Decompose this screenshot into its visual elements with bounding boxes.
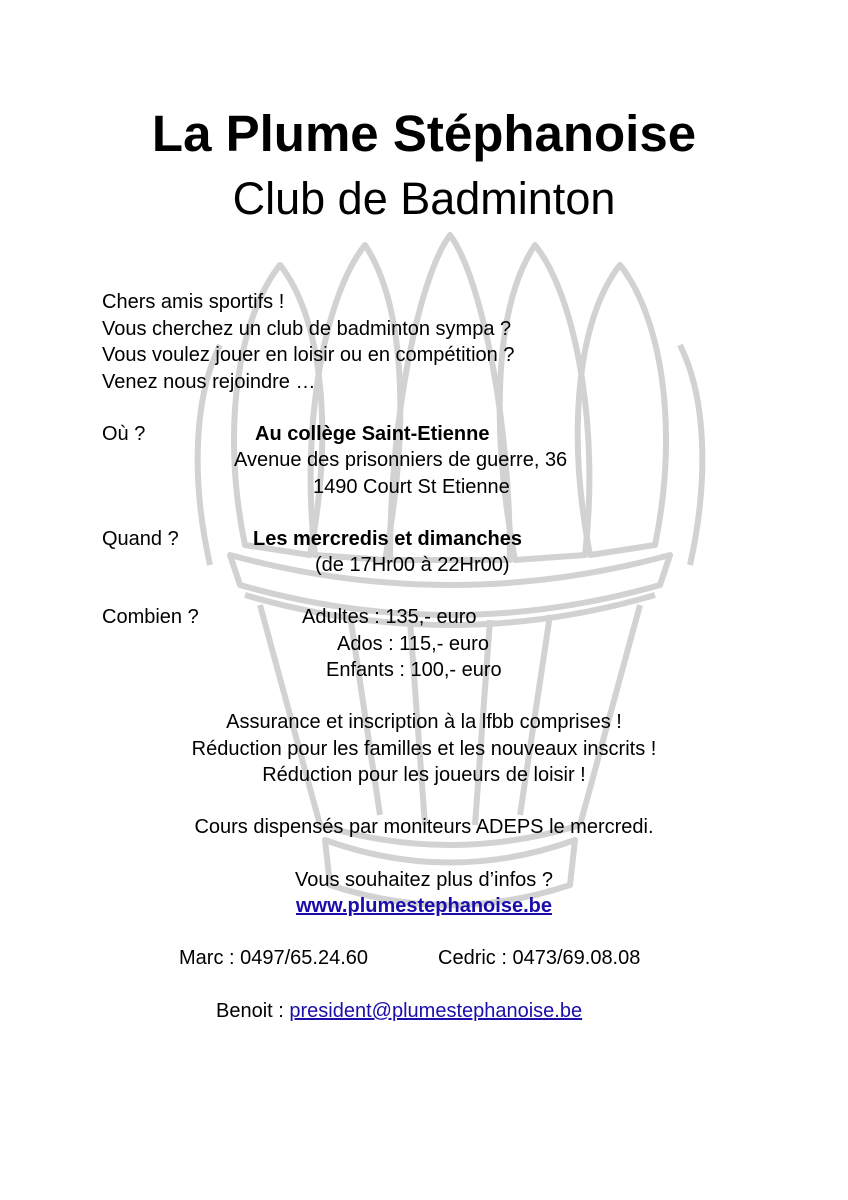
contact-benoit-label: Benoit :	[216, 1000, 290, 1022]
price-label: Combien ?	[102, 606, 199, 628]
email-link[interactable]: president@plumestephanoise.be	[289, 1000, 583, 1022]
contact-cedric: Cedric : 0473/69.08.08	[438, 947, 641, 969]
when-days: Les mercredis et dimanches	[253, 528, 523, 550]
intro-line: Vous cherchez un club de badminton sympa ?	[102, 318, 512, 340]
when-label: Quand ?	[102, 528, 179, 550]
courses-text: Cours dispensés par moniteurs ADEPS le mercredi.	[194, 816, 654, 838]
where-street: Avenue des prisonniers de guerre, 36	[234, 449, 568, 471]
page-subtitle: Club de Badminton	[232, 173, 616, 224]
website-link[interactable]: www.plumestephanoise.be	[296, 895, 552, 917]
note-line: Assurance et inscription à la lfbb comprises !	[226, 711, 622, 733]
price-teens: Ados : 115,- euro	[337, 633, 489, 655]
page-title: La Plume Stéphanoise	[151, 105, 697, 162]
note-line: Réduction pour les joueurs de loisir !	[262, 764, 586, 786]
when-hours: (de 17Hr00 à 22Hr00)	[315, 554, 510, 576]
intro-line: Chers amis sportifs !	[102, 291, 285, 313]
where-label: Où ?	[102, 423, 146, 445]
where-place: Au collège Saint-Etienne	[255, 423, 490, 445]
intro-line: Vous voulez jouer en loisir ou en compétition ?	[102, 344, 515, 366]
note-line: Réduction pour les familles et les nouveaux inscrits !	[191, 738, 657, 760]
info-question: Vous souhaitez plus d’infos ?	[295, 869, 553, 891]
where-city: 1490 Court St Etienne	[313, 476, 510, 498]
contact-marc: Marc : 0497/65.24.60	[179, 947, 369, 969]
price-adults: Adultes : 135,- euro	[302, 606, 477, 628]
intro-line: Venez nous rejoindre …	[102, 371, 316, 393]
price-kids: Enfants : 100,- euro	[326, 659, 502, 681]
